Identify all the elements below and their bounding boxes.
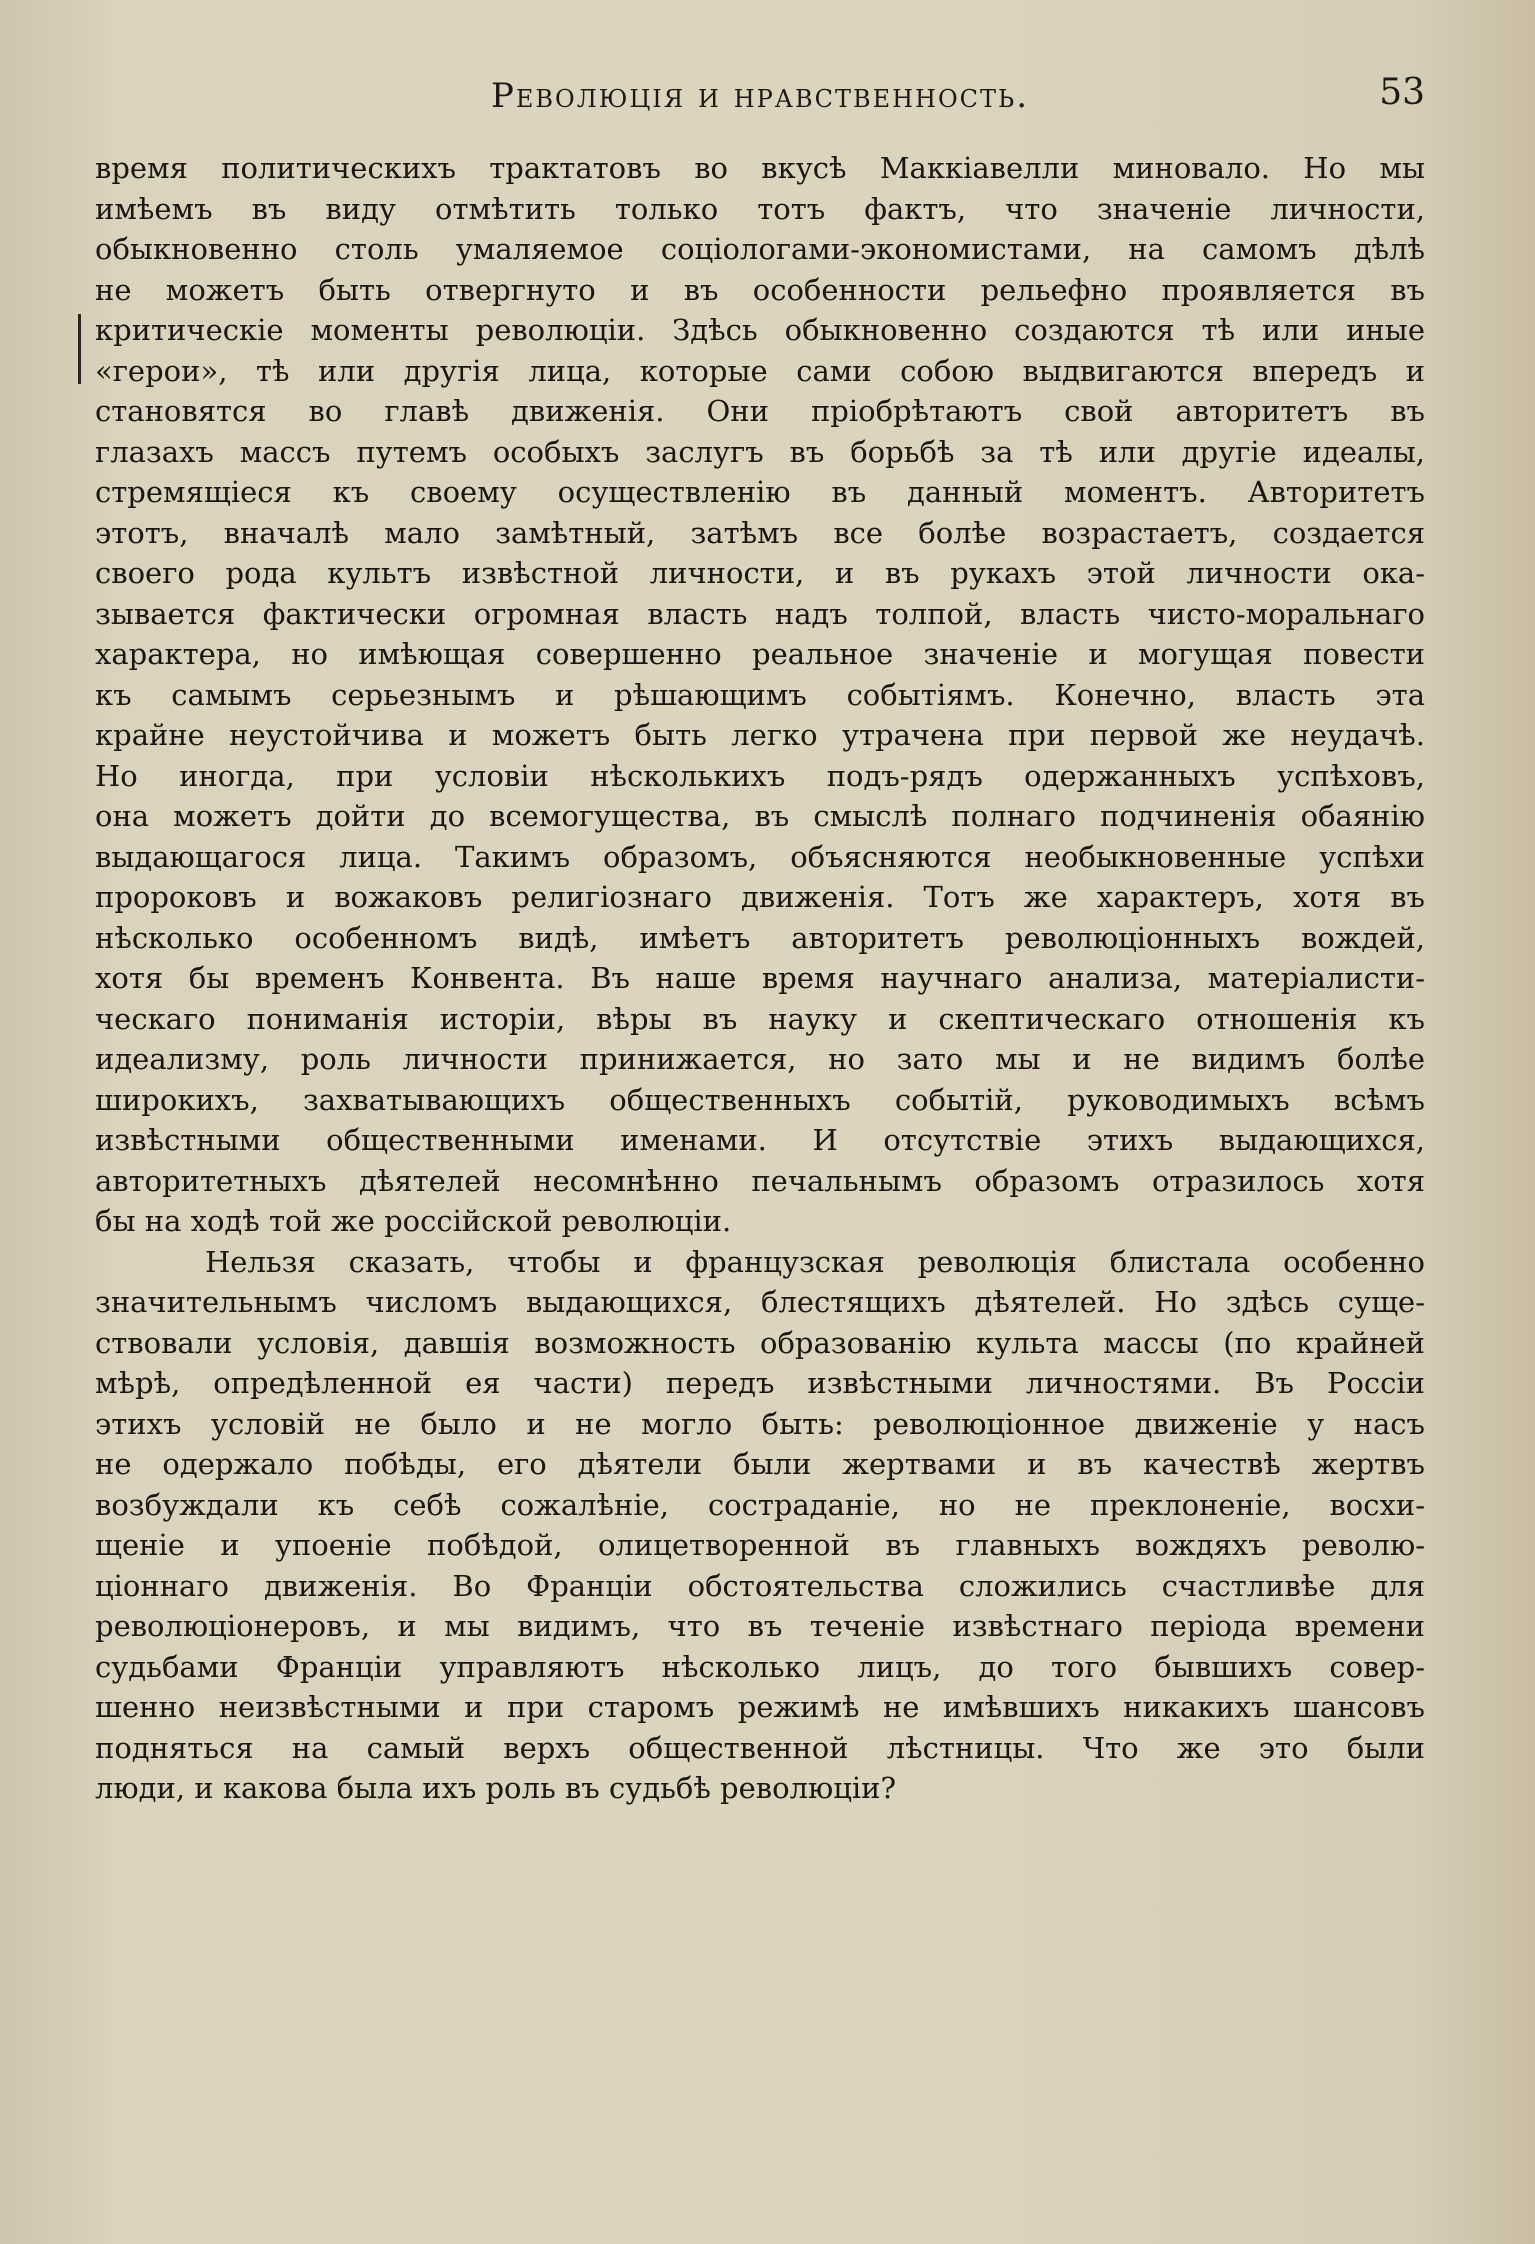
text-line: критическіе моменты революціи. Здѣсь обыкновенно создаются тѣ или иные [95, 313, 1425, 347]
text-line: широкихъ, захватывающихъ общественныхъ событій, руководимыхъ всѣмъ [95, 1082, 1425, 1117]
running-head [95, 72, 1425, 122]
text-line: значительнымъ числомъ выдающихся, блестящихъ дѣятелей. Но здѣсь суще- [95, 1285, 1425, 1319]
text-line: ствовали условія, давшія возможность образованію культа массы (по крайней [95, 1325, 1425, 1360]
text-line: къ самымъ серьезнымъ и рѣшающимъ событіямъ. Конечно, власть эта [95, 677, 1425, 712]
text-line: ческаго пониманія исторіи, вѣры въ науку и скептическаго отношенія къ [95, 1001, 1425, 1036]
text-line: не можетъ быть отвергнуто и въ особенности рельефно проявляется въ [95, 272, 1425, 307]
text-line: ціоннаго движенія. Во Франціи обстоятельства сложились счастливѣе для [95, 1568, 1425, 1603]
text-line: имѣемъ въ виду отмѣтить только тотъ фактъ, что значеніе личности, [95, 191, 1425, 226]
text-line: своего рода культъ извѣстной личности, и въ рукахъ этой личности ока- [95, 556, 1425, 590]
text-line: она можетъ дойти до всемогущества, въ смыслѣ полнаго подчиненія обаянію [95, 799, 1425, 833]
paragraph-start: Нельзя сказать, чтобы и французская революція блистала особенно [205, 1244, 1425, 1279]
text-line: становятся во главѣ движенія. Они пріобрѣтаютъ свой авторитетъ въ [95, 394, 1425, 428]
text-line: выдающагося лица. Такимъ образомъ, объясняются необыкновенные успѣхи [95, 839, 1425, 874]
text-line: революціонеровъ, и мы видимъ, что въ теченіе извѣстнаго періода времени [95, 1609, 1425, 1643]
text-line: хотя бы временъ Конвента. Въ наше время научнаго анализа, матеріалисти- [95, 961, 1425, 995]
text-line: нѣсколько особенномъ видѣ, имѣетъ авторитетъ революціонныхъ вождей, [95, 920, 1425, 955]
text-line: шенно неизвѣстными и при старомъ режимѣ не имѣвшихъ никакихъ шансовъ [95, 1690, 1425, 1724]
text-line: стремящіеся къ своему осуществленію въ данный моментъ. Авторитетъ [95, 475, 1425, 509]
text-line: этихъ условій не было и не могло быть: революціонное движеніе у насъ [95, 1406, 1425, 1441]
text-line: характера, но имѣющая совершенно реальное значеніе и могущая повести [95, 637, 1425, 671]
text-line: люди, и какова была ихъ роль въ судьбѣ революціи? [95, 1771, 897, 1805]
text-line: не одержало побѣды, его дѣятели были жертвами и въ качествѣ жертвъ [95, 1447, 1425, 1481]
text-line: идеализму, роль личности принижается, но зато мы и не видимъ болѣе [95, 1042, 1425, 1076]
page-number: 53 [1379, 72, 1425, 113]
text-line: крайне неустойчива и можетъ быть легко утрачена при первой же неудачѣ. [95, 718, 1425, 752]
text-line: возбуждали къ себѣ сожалѣніе, состраданіе, но не преклоненіе, восхи- [95, 1487, 1425, 1522]
body-text [95, 148, 1425, 1809]
text-line: извѣстными общественными именами. И отсутствіе этихъ выдающихся, [95, 1123, 1425, 1157]
text-line: щеніе и упоеніе побѣдой, олицетворенной въ главныхъ вождяхъ револю- [95, 1528, 1425, 1562]
text-line: этотъ, вначалѣ мало замѣтный, затѣмъ все болѣе возрастаетъ, создается [95, 515, 1425, 550]
text-line: пророковъ и вожаковъ религіознаго движенія. Тотъ же характеръ, хотя въ [95, 880, 1425, 914]
page-title: Революція и нравственность. [490, 76, 1030, 116]
text-line: глазахъ массъ путемъ особыхъ заслугъ въ борьбѣ за тѣ или другіе идеалы, [95, 434, 1425, 469]
text-line: зывается фактически огромная власть надъ толпой, власть чисто-моральнаго [95, 596, 1425, 631]
text-line: Но иногда, при условіи нѣсколькихъ подъ-рядъ одержанныхъ успѣховъ, [95, 758, 1425, 793]
text-line: «герои», тѣ или другія лица, которые сами собою выдвигаются впередъ и [95, 353, 1425, 388]
margin-mark [78, 314, 81, 384]
text-line: судьбами Франціи управляютъ нѣсколько лицъ, до того бывшихъ совер- [95, 1649, 1425, 1684]
text-line: мѣрѣ, опредѣленной ея части) передъ извѣстными личностями. Въ Россіи [95, 1366, 1425, 1400]
text-line: бы на ходѣ той же россійской революціи. [95, 1204, 732, 1238]
text-line: обыкновенно столь умаляемое соціологами-экономистами, на самомъ дѣлѣ [95, 232, 1425, 266]
text-line: время политическихъ трактатовъ во вкусѣ Маккіавелли миновало. Но мы [95, 151, 1425, 185]
text-line: подняться на самый верхъ общественной лѣстницы. Что же это были [95, 1730, 1425, 1765]
text-line: авторитетныхъ дѣятелей несомнѣнно печальнымъ образомъ отразилось хотя [95, 1163, 1425, 1198]
